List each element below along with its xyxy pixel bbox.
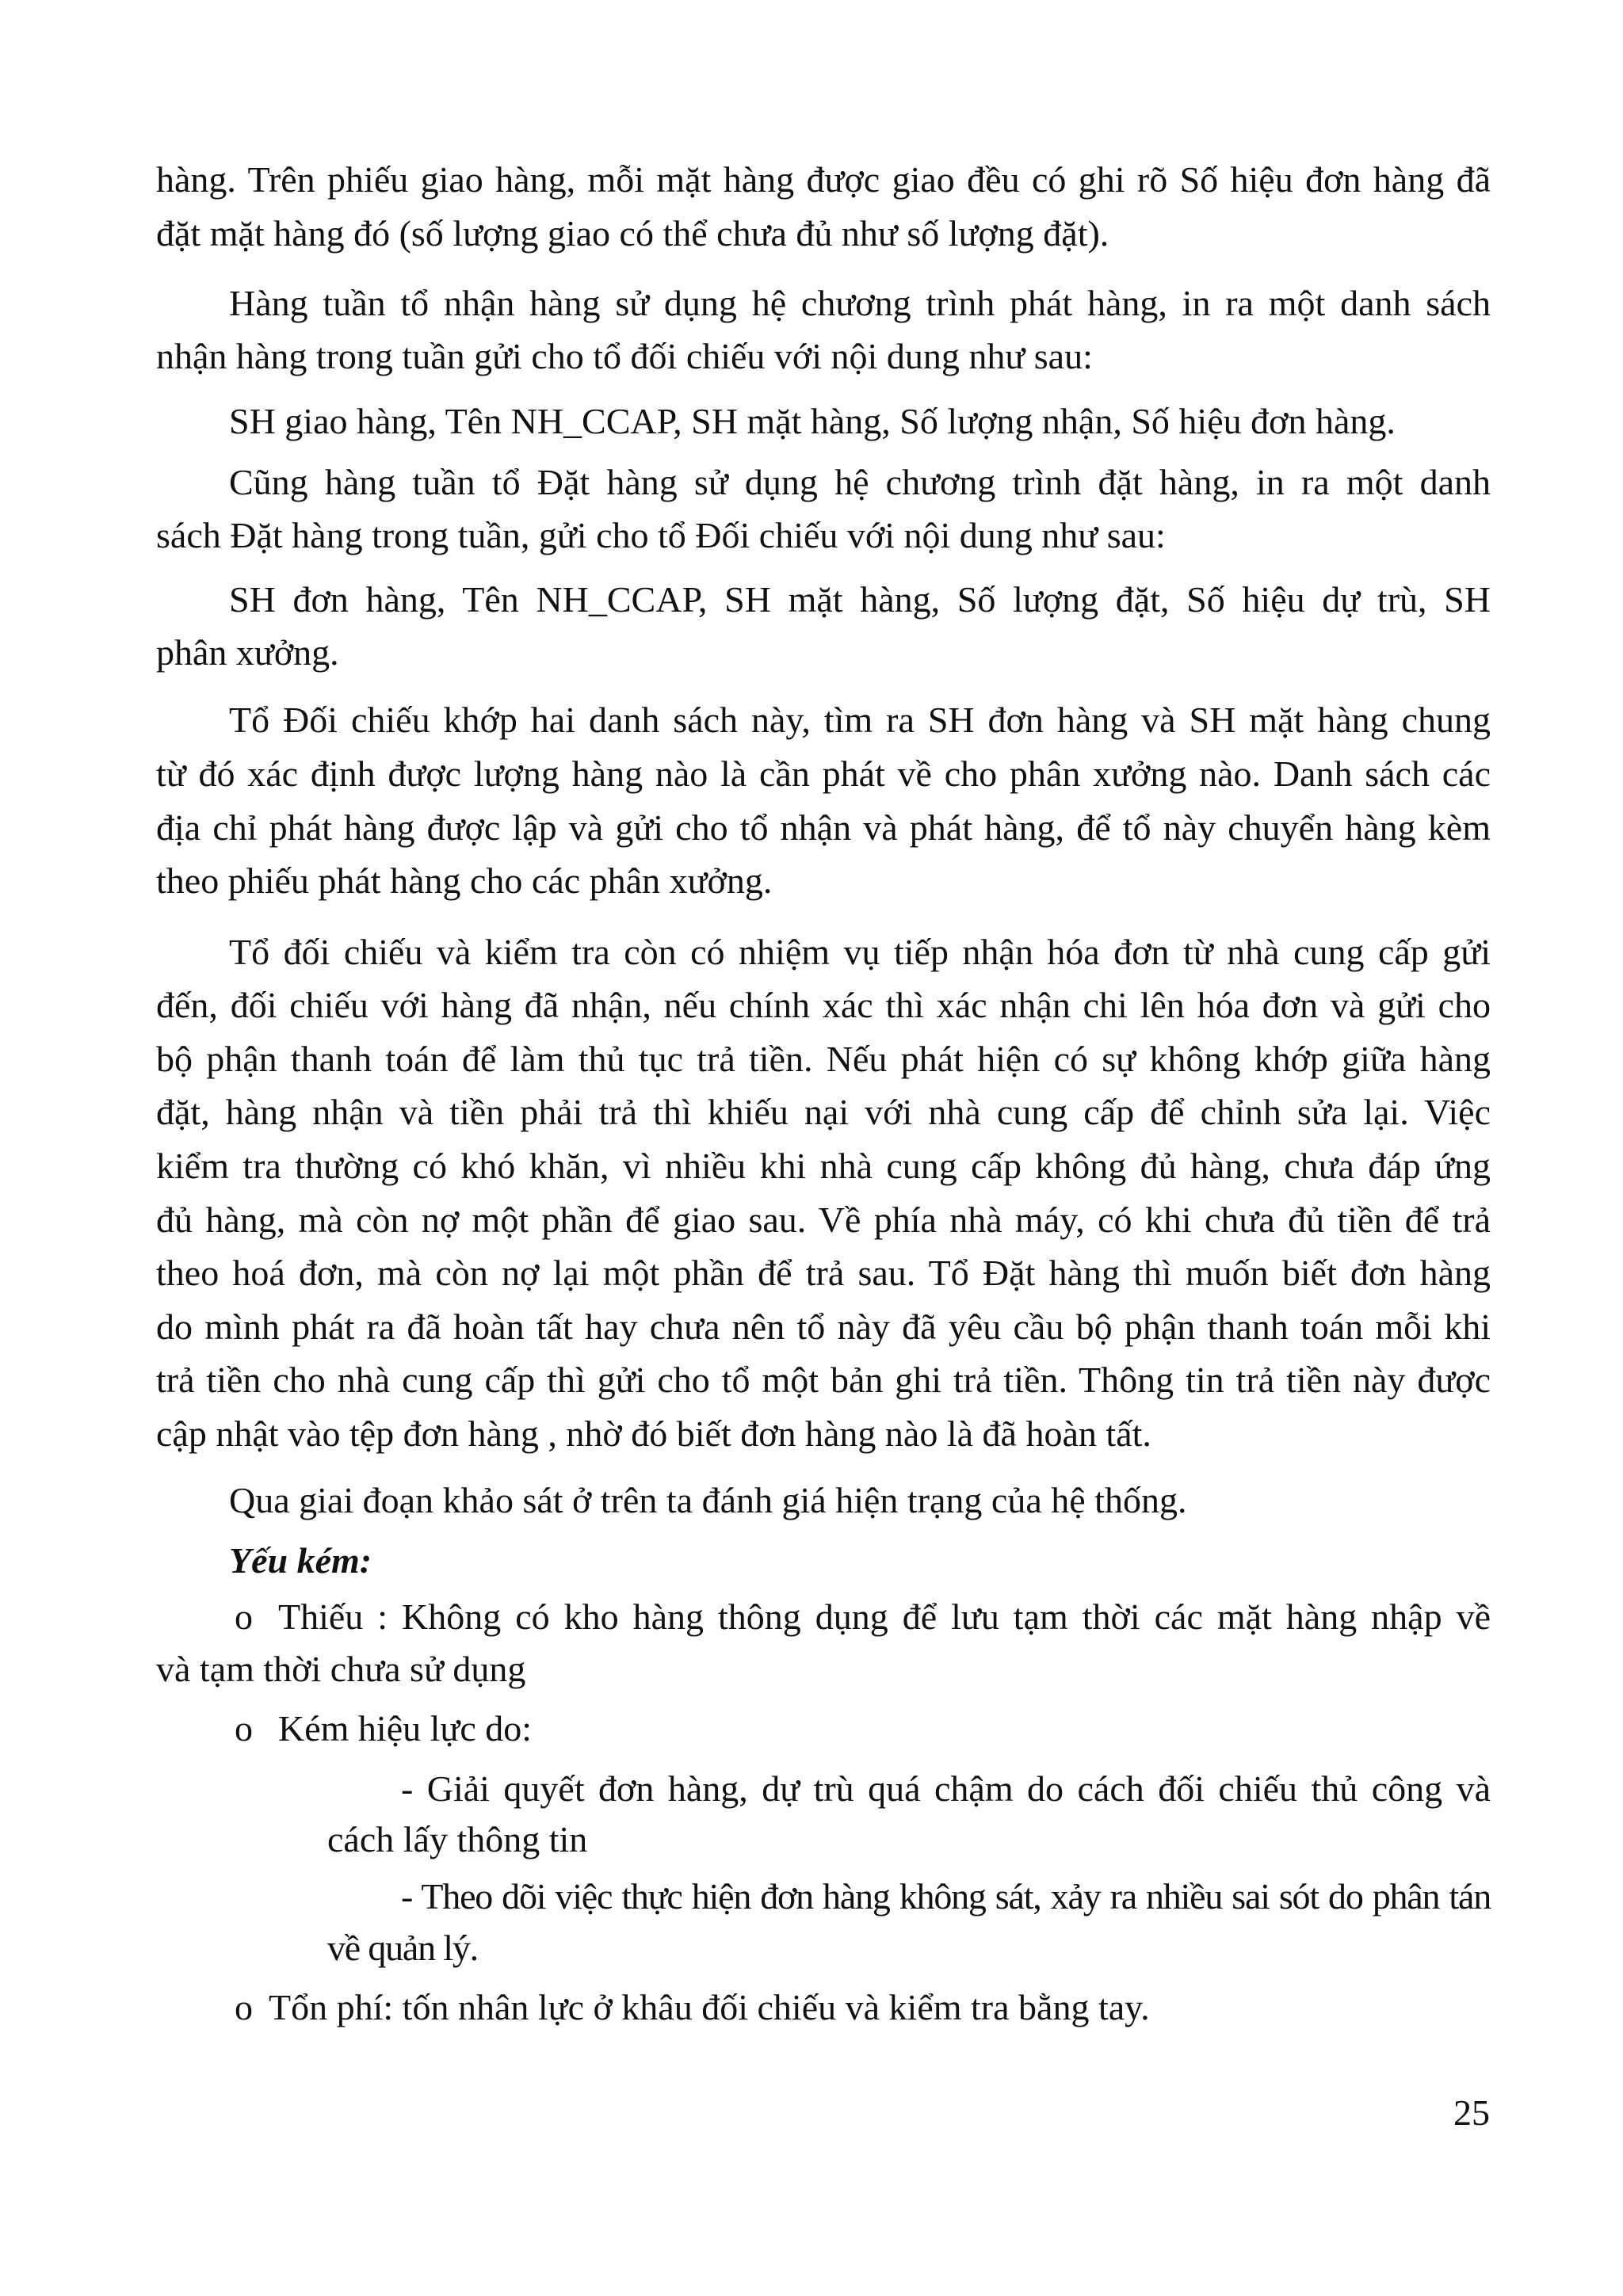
- bullet-line: Kém hiệu lực do:: [278, 1708, 533, 1749]
- bullet-line: Thiếu : Không có kho hàng thông dụng để lưu tạm thời các mặt hàng nhập về: [278, 1596, 1491, 1637]
- sub-item-line: cách lấy thông tin: [327, 1819, 588, 1859]
- paragraph-line: trả tiền cho nhà cung cấp thì gửi cho tổ một bản ghi trả tiền. Thông tin trả tiền này được: [156, 1360, 1491, 1400]
- bullet-marker: o: [235, 1987, 253, 2027]
- paragraph-line: cập nhật vào tệp đơn hàng , nhờ đó biết đơn hàng nào là đã hoàn tất.: [156, 1413, 1151, 1454]
- paragraph-line: đặt mặt hàng đó (số lượng giao có thể chưa đủ như số lượng đặt).: [156, 213, 1109, 254]
- paragraph-line: kiểm tra thường có khó khăn, vì nhiều khi nhà cung cấp không đủ hàng, chưa đáp ứng: [156, 1146, 1491, 1186]
- paragraph-line: Qua giai đoạn khảo sát ở trên ta đánh giá hiện trạng của hệ thống.: [229, 1480, 1187, 1520]
- paragraph-line: bộ phận thanh toán để làm thủ tục trả tiền. Nếu phát hiện có sự không khớp giữa hàng: [156, 1039, 1491, 1079]
- paragraph-line: đủ hàng, mà còn nợ một phần để giao sau. Về phía nhà máy, có khi chưa đủ tiền để trả: [156, 1199, 1491, 1240]
- paragraph-line: theo hoá đơn, mà còn nợ lại một phần để trả sau. Tổ Đặt hàng thì muốn biết đơn hàng: [156, 1253, 1491, 1293]
- paragraph-line: Hàng tuần tổ nhận hàng sử dụng hệ chương trình phát hàng, in ra một danh sách: [229, 283, 1491, 323]
- paragraph-line: hàng. Trên phiếu giao hàng, mỗi mặt hàng được giao đều có ghi rõ Số hiệu đơn hàng đã: [156, 159, 1491, 200]
- bullet-line: và tạm thời chưa sử dụng: [156, 1649, 526, 1689]
- sub-item-line: về quản lý.: [327, 1928, 478, 1968]
- paragraph-line: nhận hàng trong tuần gửi cho tổ đối chiếu với nội dung như sau:: [156, 336, 1093, 376]
- bullet-marker: o: [235, 1708, 253, 1749]
- bullet-marker: o: [235, 1596, 253, 1637]
- paragraph-line: do mình phát ra đã hoàn tất hay chưa nên tổ này đã yêu cầu bộ phận thanh toán mỗi khi: [156, 1306, 1491, 1347]
- sub-item-line: - Theo dõi việc thực hiện đơn hàng không sát, xảy ra nhiều sai sót do phân tán: [401, 1876, 1491, 1917]
- paragraph-line: SH giao hàng, Tên NH_CCAP, SH mặt hàng, Số lượng nhận, Số hiệu đơn hàng.: [229, 401, 1396, 441]
- paragraph-line: đặt, hàng nhận và tiền phải trả thì khiếu nại với nhà cung cấp để chỉnh sửa lại. Việc: [156, 1092, 1491, 1132]
- section-heading: Yếu kém:: [229, 1540, 372, 1581]
- paragraph-line: sách Đặt hàng trong tuần, gửi cho tổ Đối chiếu với nội dung như sau:: [156, 515, 1166, 555]
- sub-item-line: - Giải quyết đơn hàng, dự trù quá chậm do cách đối chiếu thủ công và: [401, 1768, 1491, 1809]
- paragraph-line: từ đó xác định được lượng hàng nào là cần phát về cho phân xưởng nào. Danh sách các: [156, 753, 1491, 794]
- paragraph-line: SH đơn hàng, Tên NH_CCAP, SH mặt hàng, Số lượng đặt, Số hiệu dự trù, SH: [229, 579, 1491, 620]
- paragraph-line: Cũng hàng tuần tổ Đặt hàng sử dụng hệ chương trình đặt hàng, in ra một danh: [229, 462, 1491, 502]
- paragraph-line: đến, đối chiếu với hàng đã nhận, nếu chính xác thì xác nhận chi lên hóa đơn và gửi cho: [156, 985, 1491, 1025]
- paragraph-line: phân xưởng.: [156, 632, 339, 673]
- paragraph-line: Tổ đối chiếu và kiểm tra còn có nhiệm vụ tiếp nhận hóa đơn từ nhà cung cấp gửi: [229, 932, 1491, 972]
- paragraph-line: địa chỉ phát hàng được lập và gửi cho tổ nhận và phát hàng, để tổ này chuyển hàng kèm: [156, 807, 1491, 848]
- bullet-line: Tổn phí: tốn nhân lực ở khâu đối chiếu và kiểm tra bằng tay.: [269, 1987, 1150, 2027]
- paragraph-line: Tổ Đối chiếu khớp hai danh sách này, tìm ra SH đơn hàng và SH mặt hàng chung: [229, 700, 1491, 740]
- paragraph-line: theo phiếu phát hàng cho các phân xưởng.: [156, 860, 773, 901]
- page-number: 25: [1453, 2092, 1490, 2133]
